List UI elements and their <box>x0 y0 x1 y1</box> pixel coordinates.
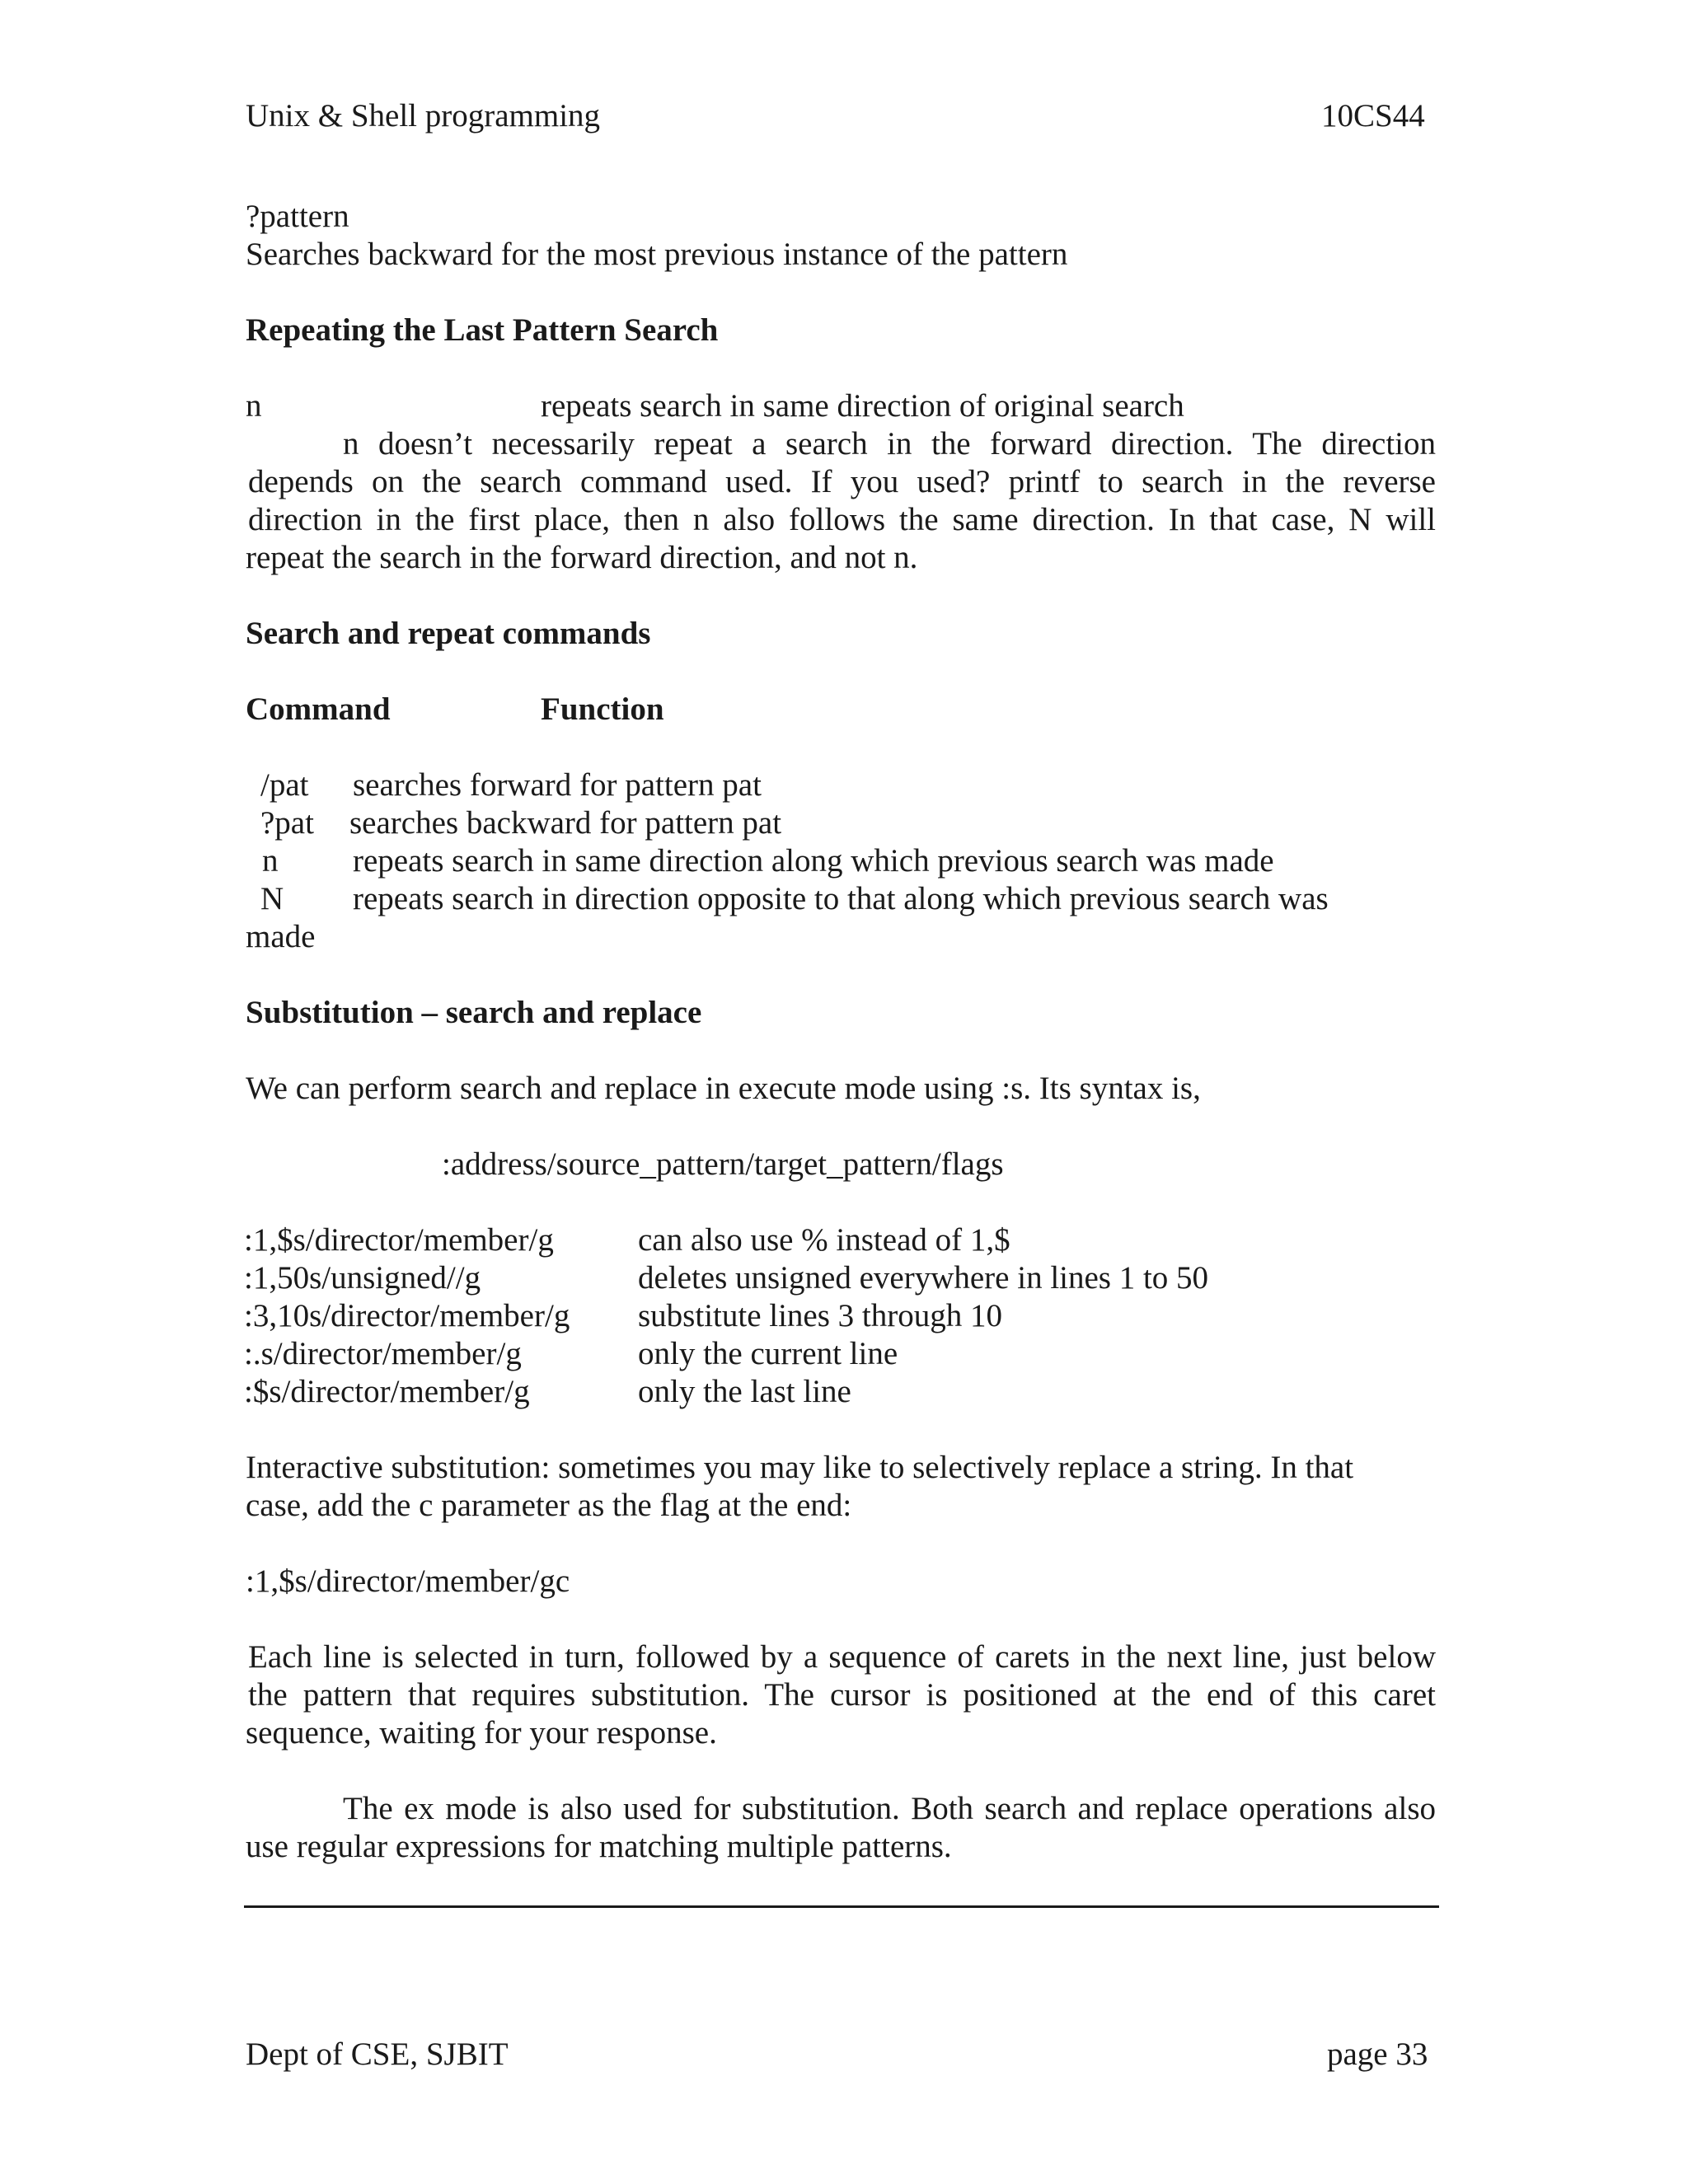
example-command: :1,$s/director/member/g <box>244 1222 554 1258</box>
running-header-code: 10CS44 <box>1321 98 1425 134</box>
paragraph-line: direction in the first place, then n also follows the same direction. In that case, N will <box>248 502 1436 537</box>
example-description: deletes unsigned everywhere in lines 1 to 50 <box>638 1260 1209 1296</box>
interactive-paragraph-line: case, add the c parameter as the flag at the end: <box>246 1488 852 1523</box>
carets-paragraph-line: Each line is selected in turn, followed by a sequence of carets in the next line, just below <box>248 1639 1436 1675</box>
running-footer-dept: Dept of CSE, SJBIT <box>246 2036 509 2072</box>
carets-paragraph-line: the pattern that requires substitution. The cursor is positioned at the end of this caret <box>248 1677 1436 1713</box>
function-cell: repeats search in direction opposite to that along which previous search was <box>353 881 1329 916</box>
paragraph-line: depends on the search command used. If you used? printf to search in the reverse <box>248 464 1436 499</box>
interactive-command: :1,$s/director/member/gc <box>246 1563 570 1599</box>
section-heading-repeating: Repeating the Last Pattern Search <box>246 312 719 348</box>
paragraph-line: n doesn’t necessarily repeat a search in the forward direction. The direction <box>343 426 1436 462</box>
command-cell: n <box>262 843 279 879</box>
command-cell: /pat <box>260 767 309 803</box>
function-cell: searches forward for pattern pat <box>353 767 762 803</box>
repeat-command: n <box>246 388 262 424</box>
exmode-paragraph-line: The ex mode is also used for substitution. Both search and replace operations also <box>343 1791 1436 1826</box>
column-header-command: Command <box>246 691 391 727</box>
command-cell: ?pat <box>260 805 314 841</box>
example-description: only the last line <box>638 1374 851 1409</box>
function-cell-wrap: made <box>246 919 316 954</box>
example-command: :$s/director/member/g <box>244 1374 530 1409</box>
substitution-intro: We can perform search and replace in execute mode using :s. Its syntax is, <box>246 1071 1201 1106</box>
exmode-paragraph-line: use regular expressions for matching multiple patterns. <box>246 1829 952 1864</box>
section-heading-substitution: Substitution – search and replace <box>246 995 702 1030</box>
page-number: page 33 <box>1327 2036 1428 2072</box>
substitution-syntax: :address/source_pattern/target_pattern/flags <box>442 1146 1004 1182</box>
repeat-command-description: repeats search in same direction of original search <box>541 388 1184 424</box>
pattern-description: Searches backward for the most previous instance of the pattern <box>246 237 1068 272</box>
example-description: can also use % instead of 1,$ <box>638 1222 1010 1258</box>
example-command: :1,50s/unsigned//g <box>244 1260 481 1296</box>
function-cell: repeats search in same direction along which previous search was made <box>353 843 1274 879</box>
example-description: only the current line <box>638 1336 898 1371</box>
example-command: :.s/director/member/g <box>244 1336 522 1371</box>
paragraph-line: repeat the search in the forward direction, and not n. <box>246 540 918 575</box>
pattern-command: ?pattern <box>246 199 349 234</box>
command-cell: N <box>260 881 284 916</box>
running-header-title: Unix & Shell programming <box>246 98 601 134</box>
carets-paragraph-line: sequence, waiting for your response. <box>246 1715 717 1750</box>
column-header-function: Function <box>541 691 664 727</box>
footer-divider <box>244 1905 1439 1908</box>
example-description: substitute lines 3 through 10 <box>638 1298 1002 1333</box>
section-heading-search-repeat: Search and repeat commands <box>246 616 651 651</box>
interactive-paragraph-line: Interactive substitution: sometimes you may like to selectively replace a string. In that <box>246 1450 1354 1485</box>
example-command: :3,10s/director/member/g <box>244 1298 570 1333</box>
function-cell: searches backward for pattern pat <box>349 805 782 841</box>
